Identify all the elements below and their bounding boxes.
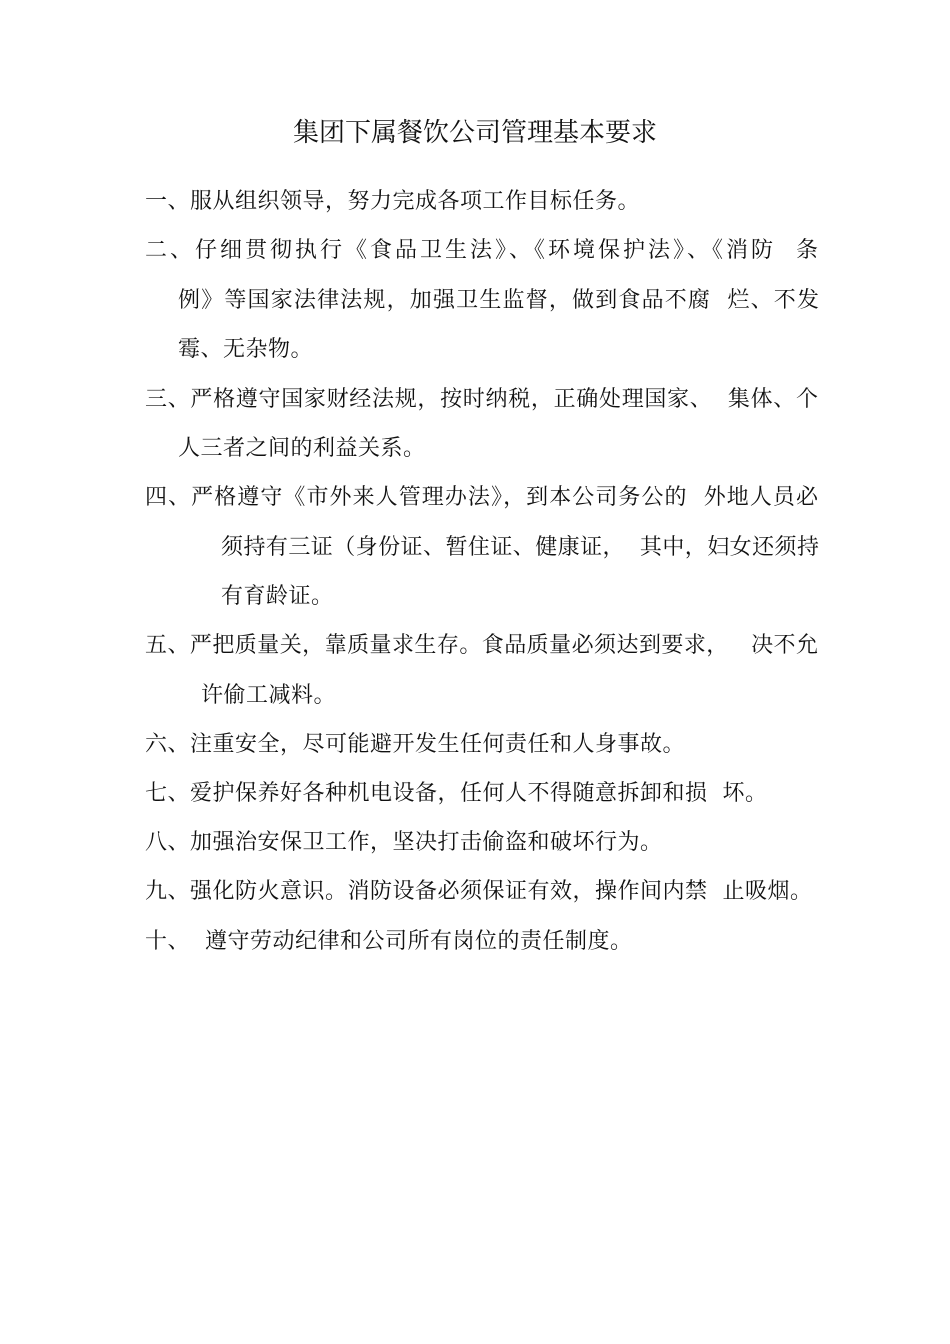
item-1-line-1: 一、服从组织领导，努力完成各项工作目标任务。 xyxy=(145,189,641,214)
item-3-line-1: 三、严格遵守国家财经法规，按时纳税，正确处理国家、 集体、个 xyxy=(145,387,818,412)
item-4-line-1: 四、严格遵守《市外来人管理办法》，到本公司务公的 外地人员必 xyxy=(145,485,818,510)
item-4-line-3: 有育龄证。 xyxy=(221,584,334,609)
item-2-line-1: 二、仔细贯彻执行《食品卫生法》、《环境保护法》、《消防 条 xyxy=(145,238,818,263)
item-4-line-2: 须持有三证（身份证、暂住证、健康证， 其中，妇女还须持 xyxy=(221,535,819,560)
item-6-line-1: 六、注重安全，尽可能避开发生任何责任和人身事故。 xyxy=(145,732,686,757)
item-2-line-3: 霉、无杂物。 xyxy=(178,337,314,362)
item-3-line-2: 人三者之间的利益关系。 xyxy=(178,436,426,461)
item-5-line-2: 许偷工减料。 xyxy=(201,683,337,708)
item-8-line-1: 八、加强治安保卫工作，坚决打击偷盗和破坏行为。 xyxy=(145,830,663,855)
item-2-line-2: 例》等国家法律法规，加强卫生监督，做到食品不腐 烂、不发 xyxy=(178,288,819,313)
item-7-line-1: 七、爱护保养好各种机电设备，任何人不得随意拆卸和损 坏。 xyxy=(145,781,768,806)
item-9-line-1: 九、强化防火意识。消防设备必须保证有效，操作间内禁 止吸烟。 xyxy=(145,879,813,904)
document-title: 集团下属餐饮公司管理基本要求 xyxy=(292,118,657,148)
item-5-line-1: 五、严把质量关，靠质量求生存。食品质量必须达到要求， 决不允 xyxy=(145,633,818,658)
item-10-line-1: 十、 遵守劳动纪律和公司所有岗位的责任制度。 xyxy=(145,929,633,954)
